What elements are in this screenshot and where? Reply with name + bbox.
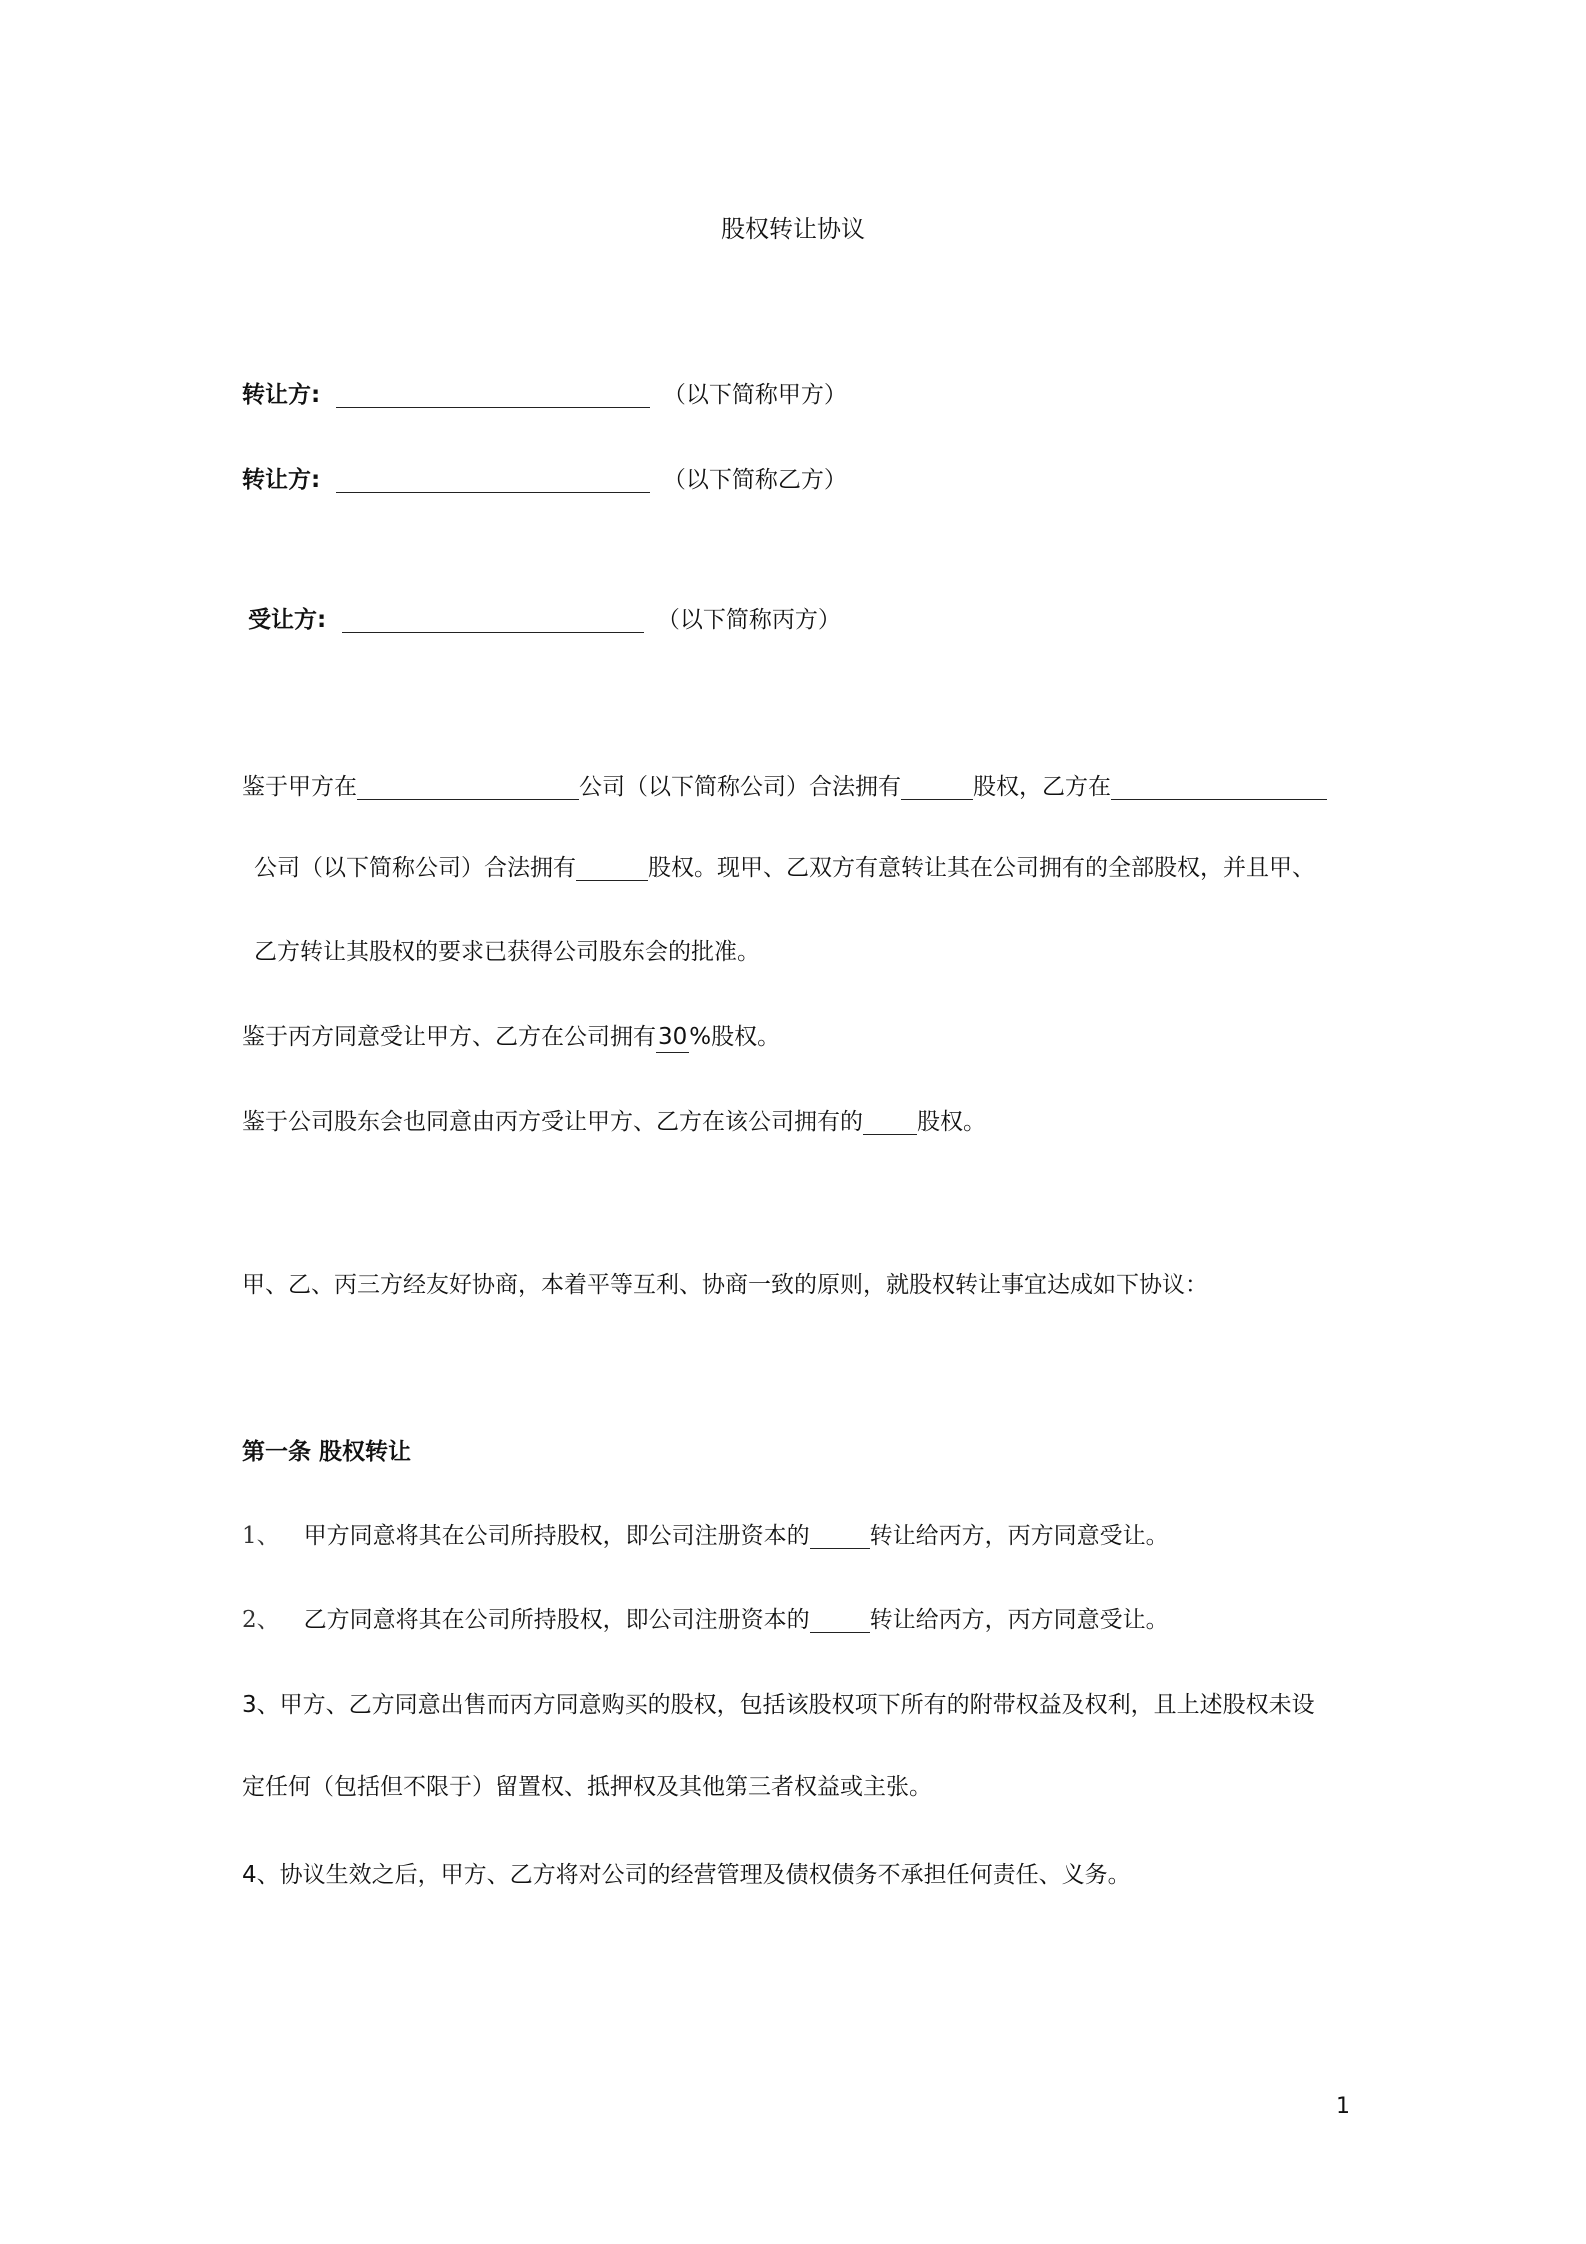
percentage-blank[interactable]	[810, 1524, 870, 1549]
item-text: 乙方同意将其在公司所持股权，即公司注册资本的	[303, 1607, 810, 1633]
recital-text: 公司（以下简称公司）合法拥有	[254, 855, 576, 881]
recital-text: 股权。现甲、乙双方有意转让其在公司拥有的全部股权，并且甲、	[648, 855, 1315, 881]
share-blank[interactable]	[863, 1110, 917, 1135]
party-suffix: （以下简称乙方）	[662, 467, 847, 493]
recital-text: 股权，乙方在	[973, 774, 1111, 800]
recital-3	[242, 1107, 986, 1137]
percentage-blank[interactable]	[810, 1608, 870, 1633]
party-label: 转让方:	[242, 467, 321, 493]
document-title: 股权转让协议	[721, 215, 865, 243]
name-blank[interactable]	[336, 383, 650, 408]
company-blank[interactable]	[1111, 775, 1327, 800]
name-blank[interactable]	[336, 468, 650, 493]
party-transferor-a	[242, 380, 847, 410]
recital-text: 鉴于甲方在	[242, 774, 357, 800]
article-1-heading: 第一条 股权转让	[242, 1439, 412, 1465]
recital-1-line-1	[242, 772, 1327, 802]
item-number: 1、	[242, 1523, 280, 1549]
recital-text: 乙方转让其股权的要求已获得公司股东会的批准。	[254, 939, 760, 965]
article-1-item-2	[242, 1605, 1169, 1635]
article-1-item-1	[242, 1521, 1169, 1551]
name-blank[interactable]	[342, 608, 644, 633]
company-blank[interactable]	[357, 775, 579, 800]
recital-text: 公司（以下简称公司）合法拥有	[579, 774, 901, 800]
page-number: 1	[1336, 2094, 1350, 2119]
agreement-intro: 甲、乙、丙三方经友好协商，本着平等互利、协商一致的原则，就股权转让事宜达成如下协议：	[242, 1272, 1208, 1298]
party-transferee	[248, 605, 841, 635]
recital-1-line-3	[254, 937, 760, 967]
article-1-item-3-line-2: 定任何（包括但不限于）留置权、抵押权及其他第三者权益或主张。	[242, 1774, 932, 1800]
share-blank[interactable]	[901, 775, 973, 800]
party-label: 转让方:	[242, 382, 321, 408]
item-number: 2、	[242, 1607, 280, 1633]
party-suffix: （以下简称甲方）	[662, 382, 847, 408]
article-1-item-4: 4、协议生效之后，甲方、乙方将对公司的经营管理及债权债务不承担任何责任、义务。	[242, 1862, 1131, 1888]
party-suffix: （以下简称丙方）	[656, 607, 841, 633]
party-transferor-b	[242, 465, 847, 495]
recital-2	[242, 1022, 780, 1053]
recital-text: 鉴于丙方同意受让甲方、乙方在公司拥有	[242, 1024, 656, 1050]
item-text: 转让给丙方，丙方同意受让。	[869, 1523, 1169, 1549]
item-text: 转让给丙方，丙方同意受让。	[869, 1607, 1169, 1633]
recital-1-line-2	[254, 853, 1315, 883]
percentage-value[interactable]: 30	[656, 1022, 689, 1053]
recital-text: 鉴于公司股东会也同意由丙方受让甲方、乙方在该公司拥有的	[242, 1109, 863, 1135]
party-label: 受让方:	[248, 607, 327, 633]
share-blank[interactable]	[576, 856, 648, 881]
article-1-item-3-line-1: 3、甲方、乙方同意出售而丙方同意购买的股权，包括该股权项下所有的附带权益及权利，且上述股权未设	[242, 1692, 1315, 1718]
recital-text: %股权。	[689, 1024, 781, 1050]
recital-text: 股权。	[917, 1109, 986, 1135]
item-text: 甲方同意将其在公司所持股权，即公司注册资本的	[303, 1523, 810, 1549]
